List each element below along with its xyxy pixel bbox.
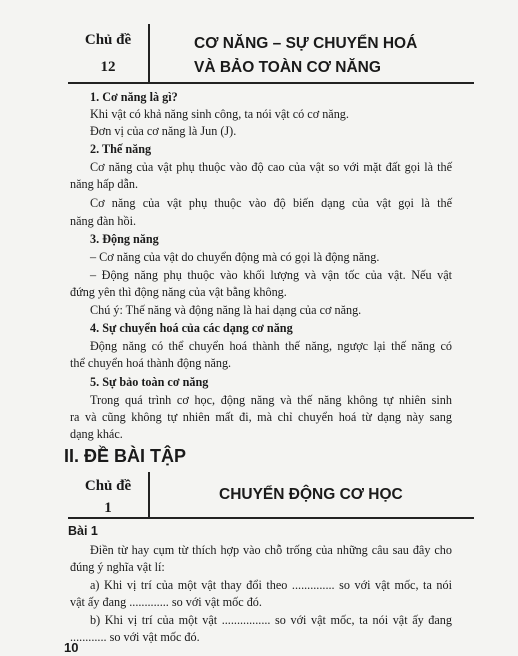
s2-heading: 2. Thế năng: [90, 142, 152, 156]
section-heading: II. ĐỀ BÀI TẬP: [64, 446, 187, 466]
exercise-intro-line-1: Điền từ hay cụm từ thích hợp vào chỗ trống của những câu sau đây cho: [90, 543, 452, 557]
chapter2-number: 1: [104, 500, 112, 516]
s3-paragraph-1: – Cơ năng của vật do chuyển động mà có gọi là động năng.: [90, 250, 380, 264]
chapter2-label: Chủ đề: [84, 478, 132, 494]
s2-paragraph-2-line-2: năng đàn hồi.: [70, 214, 137, 228]
exercise-a-line-2: vật ấy đang ............. so với vật mốc đó.: [70, 595, 262, 609]
chapter-label: Chủ đề: [84, 32, 132, 48]
chapter-number: 12: [100, 59, 116, 75]
chapter2-divider: [148, 472, 150, 518]
s5-paragraph-line-3: dạng khác.: [70, 427, 123, 441]
s1-paragraph-2: Đơn vị của cơ năng là Jun (J).: [90, 124, 237, 138]
s3-note: Chú ý: Thế năng và động năng là hai dạng của cơ năng.: [90, 303, 362, 317]
exercise-a-line-1: a) Khi vị trí của một vật thay đổi theo .............. so với vật mốc, ta nói: [90, 578, 452, 592]
page-number: 10: [64, 640, 79, 655]
s3-paragraph-2-line-1: – Động năng phụ thuộc vào khối lượng và vận tốc của vật. Nếu vật: [90, 268, 452, 282]
chapter2-label-cell: [68, 474, 148, 520]
chapter2-underline: [68, 517, 474, 519]
s4-heading: 4. Sự chuyển hoá của các dạng cơ năng: [90, 321, 293, 335]
s5-heading: 5. Sự bảo toàn cơ năng: [90, 375, 209, 389]
s4-paragraph-line-2: thể chuyển hoá thành động năng.: [70, 356, 232, 370]
s5-paragraph-line-2: ra và cũng không tự nhiên mất đi, mà chỉ chuyển hoá từ dạng này sang: [70, 410, 452, 424]
s3-heading: 3. Động năng: [90, 232, 159, 246]
exercise-intro-line-2: đúng ý nghĩa vật lí:: [70, 560, 165, 574]
s1-heading: 1. Cơ năng là gì?: [90, 90, 178, 104]
s1-paragraph-1: Khi vật có khả năng sinh công, ta nói vật có cơ năng.: [90, 107, 349, 121]
s2-paragraph-2-line-1: Cơ năng của vật phụ thuộc vào độ biến dạng của vật gọi là thế: [90, 196, 452, 210]
chapter-header-box: [68, 24, 474, 84]
chapter2-title: CHUYỂN ĐỘNG CƠ HỌC: [219, 486, 403, 503]
header-underline: [68, 82, 474, 84]
s2-paragraph-1-line-1: Cơ năng của vật phụ thuộc vào độ cao của vật so với mặt đất gọi là thế: [90, 160, 452, 174]
s4-paragraph-line-1: Động năng có thể chuyển hoá thành thế năng, ngược lại thế năng có: [90, 339, 452, 353]
s5-paragraph-line-1: Trong quá trình cơ học, động năng và thế năng không tự nhiên sinh: [90, 393, 452, 407]
exercise-b-line-2: ............ so với vật mốc đó.: [70, 630, 200, 644]
s2-paragraph-1-line-2: năng hấp dẫn.: [70, 177, 139, 191]
chapter-title-line-1: CƠ NĂNG – SỰ CHUYỂN HOÁ: [194, 35, 418, 52]
chapter-label-cell: [68, 24, 148, 84]
s3-paragraph-2-line-2: đứng yên thì động năng của vật bằng không.: [70, 285, 287, 299]
chapter-title-line-2: VÀ BẢO TOÀN CƠ NĂNG: [194, 59, 381, 76]
chapter-title: [194, 32, 484, 80]
header-divider: [148, 24, 150, 84]
exercise-b-line-1: b) Khi vị trí của một vật ................ so với vật mốc, ta nói vật ấy đang: [90, 613, 452, 627]
exercise-title: Bài 1: [68, 524, 98, 538]
